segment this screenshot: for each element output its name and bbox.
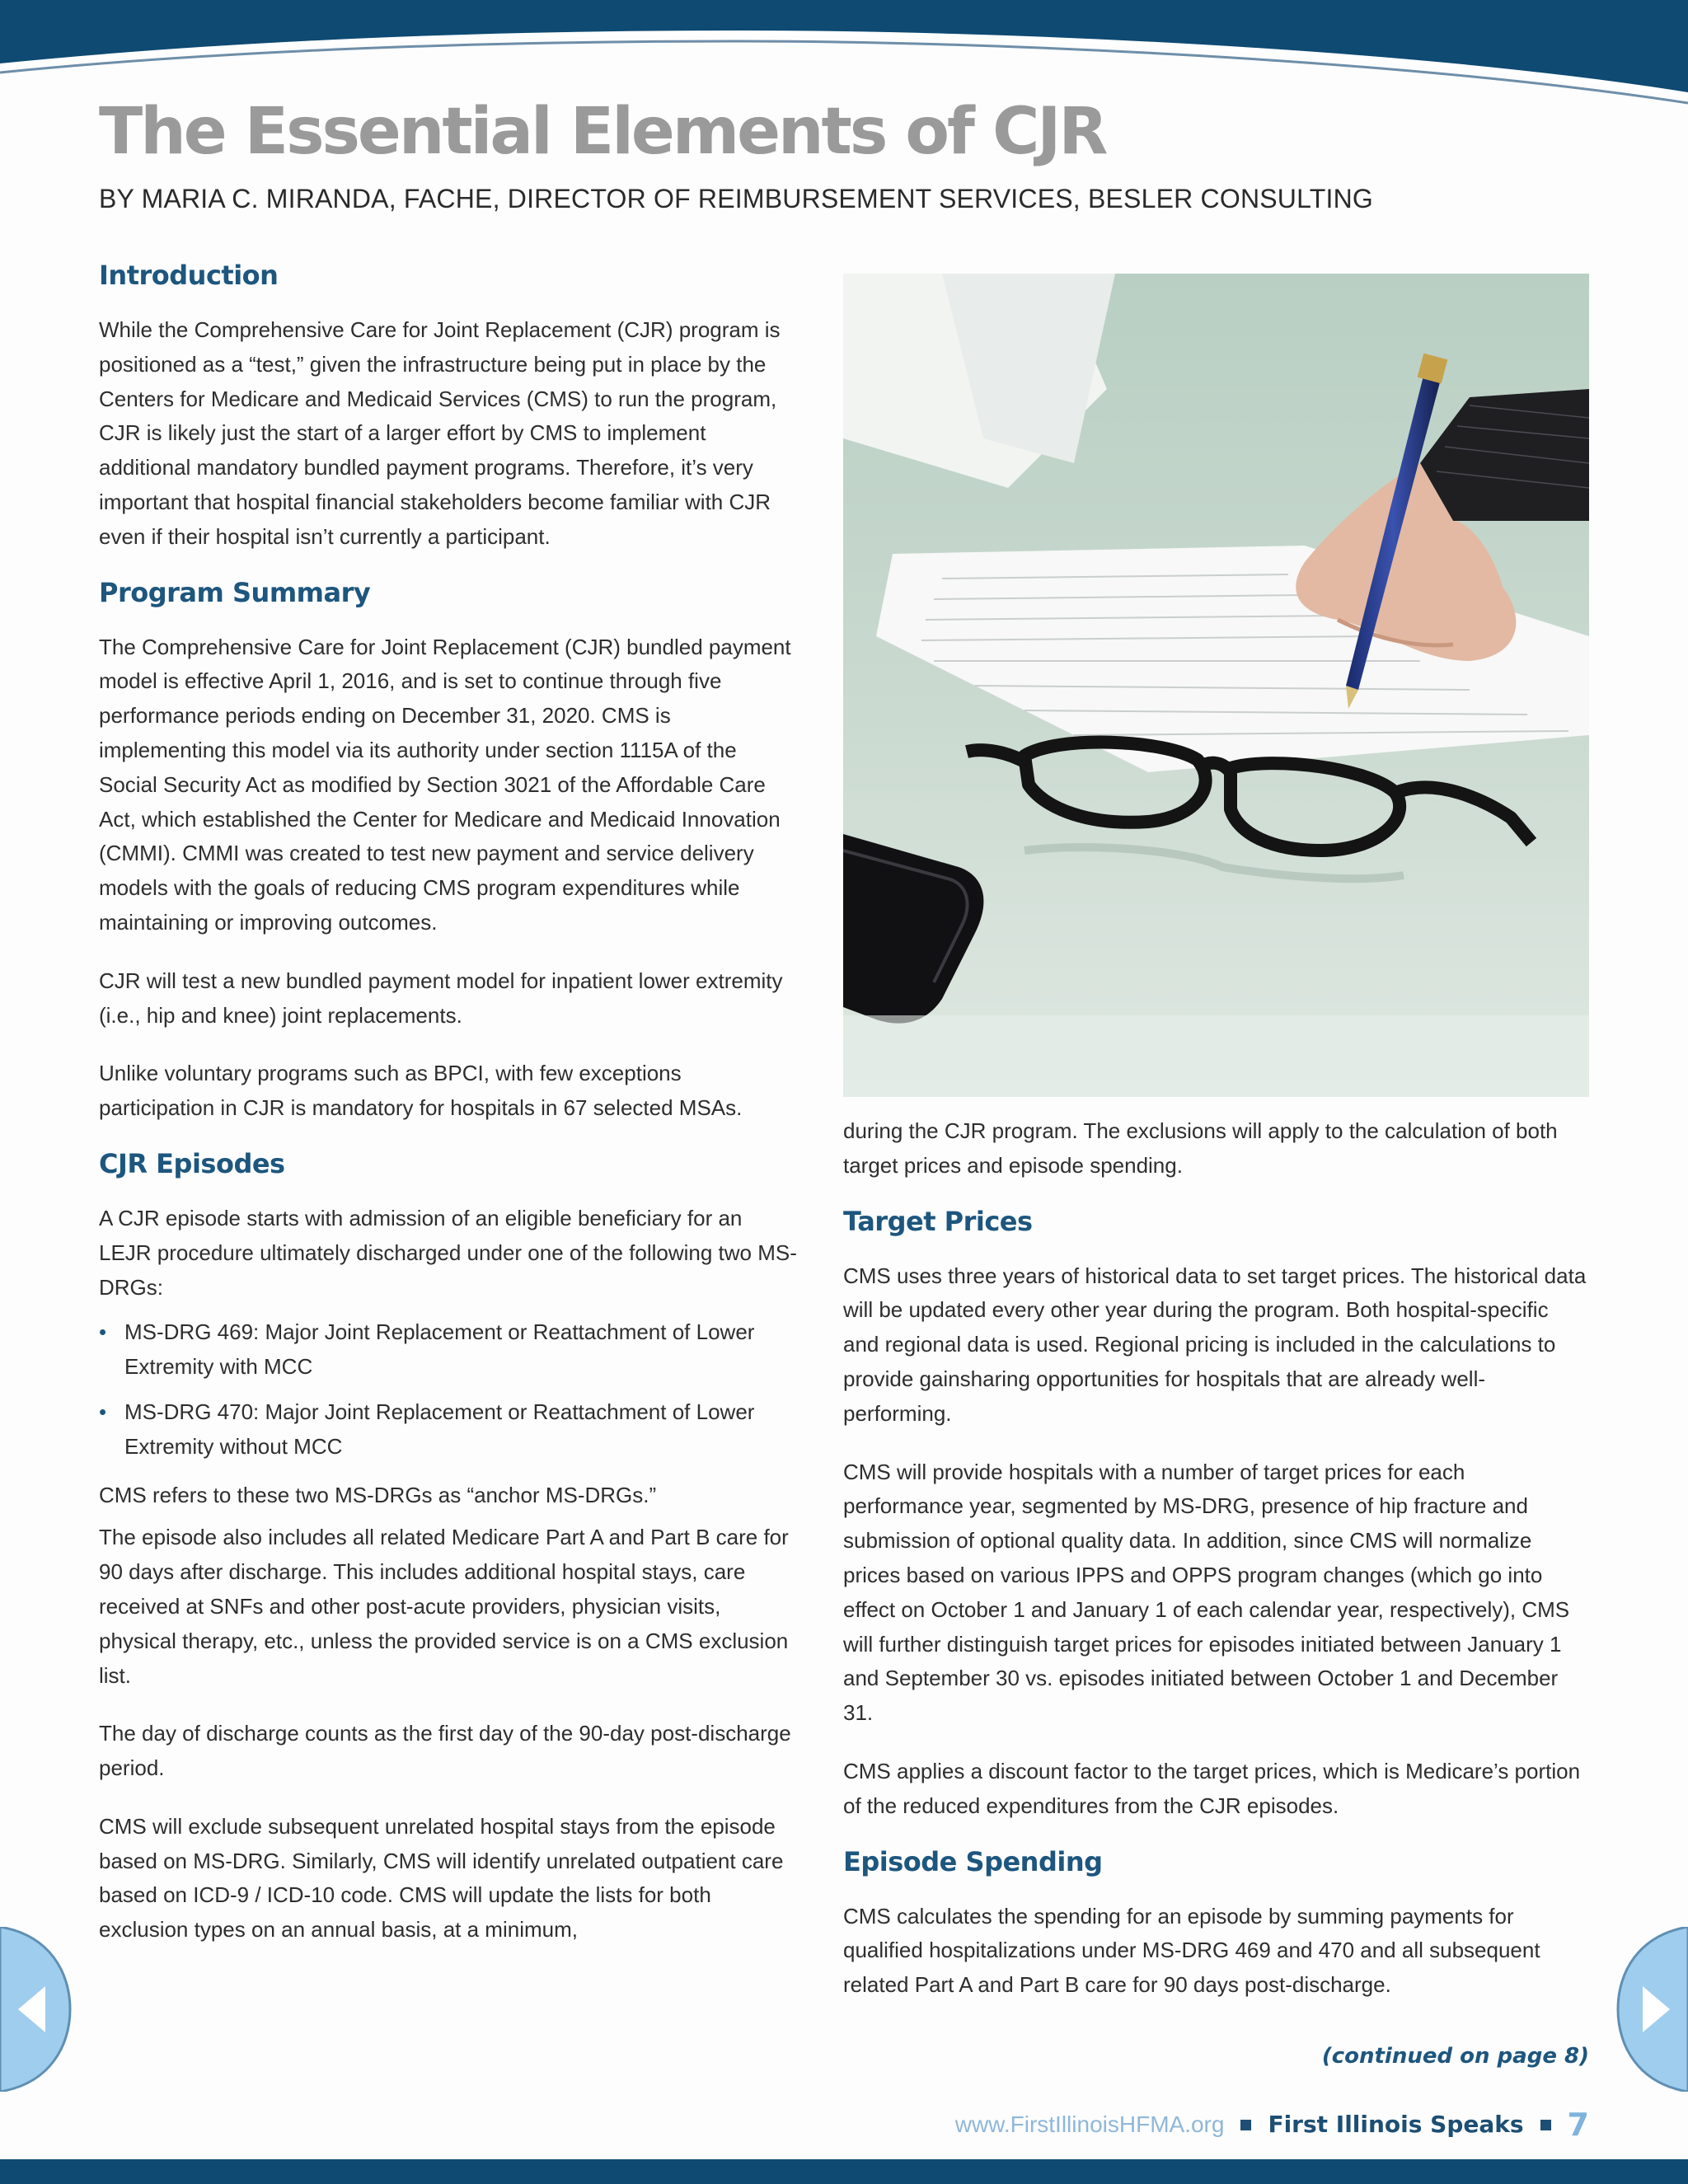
list-item — [99, 1315, 799, 1385]
section-heading-cjr-episodes: CJR Episodes — [99, 1147, 285, 1179]
page-footer — [955, 2107, 1589, 2143]
paragraph: CMS applies a discount factor to the target prices, which is Medicare’s portion of the reduced expenditures from the CJR episodes. — [843, 1758, 1581, 1818]
bullet-icon: • — [99, 1399, 107, 1424]
list-item — [99, 1395, 799, 1465]
list-item-text: MS-DRG 470: Major Joint Replacement or Reattachment of Lower Extremity without MCC — [124, 1399, 755, 1459]
paragraph: CMS uses three years of historical data to set target prices. The historical data will be updated every other year during the program. Both hospital-specific and regional data is used. Regional pricing is included in the calculations to provide gainsharing opportunities for hospitals that are already well-performing. — [843, 1263, 1587, 1426]
previous-page-button[interactable] — [0, 1927, 76, 2092]
page-number: 7 — [1567, 2107, 1589, 2143]
paragraph: CMS will exclude subsequent unrelated hospital stays from the episode based on MS-DRG. Similarly, CMS will identify unrelated outpatient care based on ICD-9 / ICD-10 code. CMS will update the lists for both exclusion types on an annual basis, at a minimum, — [99, 1813, 784, 1943]
square-bullet-icon — [1540, 2120, 1551, 2130]
paragraph: While the Comprehensive Care for Joint Replacement (CJR) program is positioned as a “test,” given the infrastructure being put in place by the Centers for Medicare and Medicaid Services (CMS) to run the program, CJR is likely just the start of a larger effort by CMS to implement additional mandatory bundled payment programs. Therefore, it’s very important that hospital financial stakeholders become familiar with CJR even if their hospital isn’t currently a participant. — [99, 317, 781, 549]
square-bullet-icon — [1240, 2120, 1251, 2130]
article-photo — [843, 274, 1589, 1097]
right-column — [843, 1114, 1589, 2003]
section-heading-program-summary: Program Summary — [99, 576, 371, 608]
section-heading-target-prices: Target Prices — [843, 1205, 1033, 1237]
paragraph: The day of discharge counts as the first day of the 90-day post-discharge period. — [99, 1721, 791, 1781]
paragraph: CMS will provide hospitals with a number of target prices for each performance year, segmented by MS-DRG, presence of hip fracture and submission of optional quality data. In addition, since CMS will normalize prices based on various IPPS and OPPS program changes (which go into effect on October 1 and January 1 of each calendar year, respectively), CMS will further distinguish target prices for episodes initiated between January 1 and September 30 vs. episodes initiated between October 1 and December 31. — [843, 1459, 1570, 1726]
paragraph: during the CJR program. The exclusions will apply to the calculation of both target prices and episode spending. — [843, 1118, 1558, 1178]
section-heading-episode-spending: Episode Spending — [843, 1845, 1103, 1877]
paragraph: CMS refers to these two MS-DRGs as “anchor MS-DRGs.” — [99, 1482, 657, 1507]
footer-banner — [0, 2159, 1688, 2184]
paragraph: A CJR episode starts with admission of an eligible beneficiary for an LEJR procedure ultimately discharged under one of the following two MS-DRGs: — [99, 1205, 797, 1300]
footer-url-link[interactable]: www.FirstIllinoisHFMA.org — [954, 2111, 1225, 2137]
continued-link[interactable]: (continued on page 8) — [1321, 2044, 1589, 2069]
left-column — [99, 257, 799, 1947]
header-banner — [0, 0, 1688, 107]
section-heading-introduction: Introduction — [99, 260, 279, 291]
list-item-text: MS-DRG 469: Major Joint Replacement or Reattachment of Lower Extremity with MCC — [124, 1319, 755, 1380]
bullet-list — [99, 1315, 799, 1464]
article-title: The Essential Elements of CJR — [99, 95, 1106, 169]
paragraph: CJR will test a new bundled payment model for inpatient lower extremity (i.e., hip and knee) joint replacements. — [99, 968, 783, 1028]
publication-name: First Illinois Speaks — [1268, 2111, 1524, 2138]
next-page-button[interactable] — [1612, 1927, 1688, 2092]
paragraph: CMS calculates the spending for an episode by summing payments for qualified hospitalizations under MS-DRG 469 and 470 and all subsequent related Part A and Part B care for 90 days post-discharge. — [843, 1903, 1540, 1998]
article-byline: BY MARIA C. MIRANDA, FACHE, DIRECTOR OF REIMBURSEMENT SERVICES, BESLER CONSULTING — [99, 184, 1373, 213]
paragraph: The episode also includes all related Medicare Part A and Part B care for 90 days after discharge. This includes additional hospital stays, care received at SNFs and other post-acute providers, physician visits, physical therapy, etc., unless the provided service is on a CMS exclusion list. — [99, 1525, 789, 1688]
paragraph: Unlike voluntary programs such as BPCI, with few exceptions participation in CJR is mandatory for hospitals in 67 selected MSAs. — [99, 1061, 743, 1121]
bullet-icon: • — [99, 1319, 107, 1345]
paragraph: The Comprehensive Care for Joint Replacement (CJR) bundled payment model is effective April 1, 2016, and is set to continue through five performance periods ending on December 31, 2020. CMS is implementing this model via its authority under section 1115A of the Social Security Act as modified by Section 3021 of the Affordable Care Act, which established the Center for Medicare and Medicaid Innovation (CMMI). CMMI was created to test new payment and service delivery models with the goals of reducing CMS program expenditures while maintaining or improving outcomes. — [99, 634, 791, 935]
